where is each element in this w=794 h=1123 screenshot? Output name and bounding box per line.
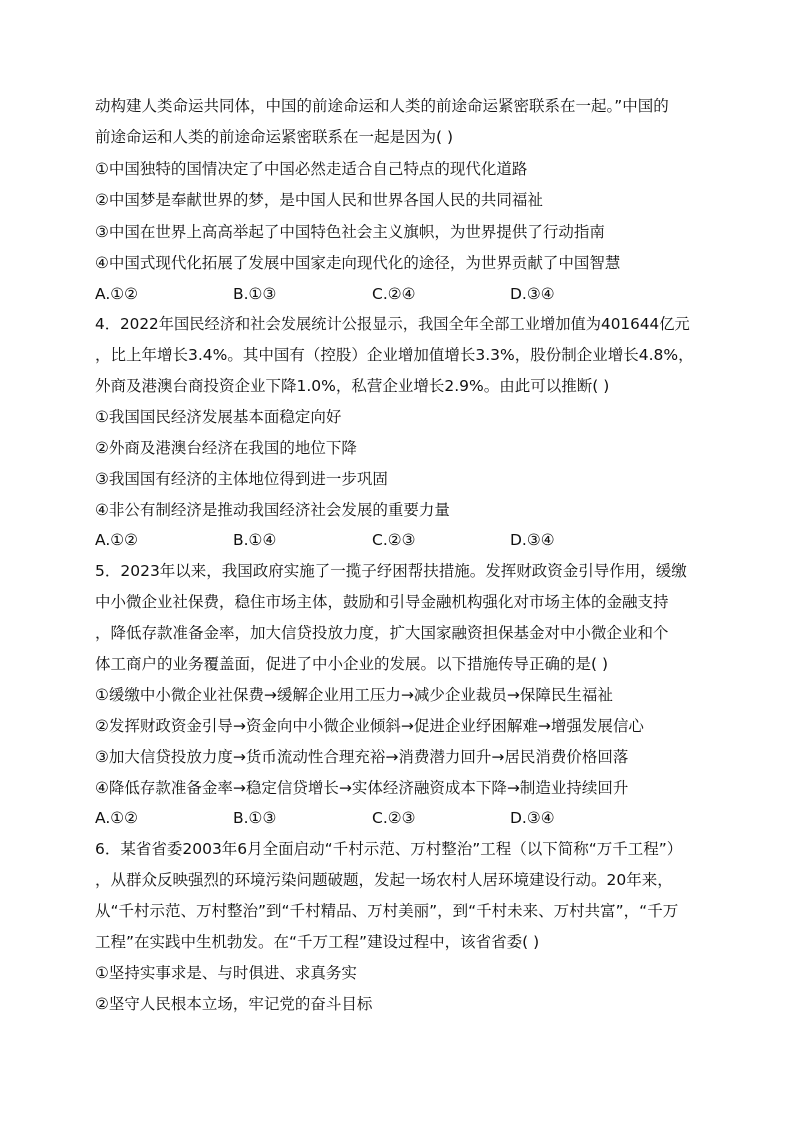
q6-item-2: ②坚守人民根本立场，牢记党的奋斗目标	[95, 995, 373, 1013]
q4-item-3: ③我国国有经济的主体地位得到进一步巩固	[95, 470, 388, 488]
q5-item-1: ①缓缴中小微企业社保费→缓解企业用工压力→减少企业裁员→保障民生福祉	[95, 686, 613, 704]
q5-option-a[interactable]: A.①②	[95, 809, 139, 827]
q3-item-4: ④中国式现代化拓展了发展中国家走向现代化的途径，为世界贡献了中国智慧	[95, 254, 621, 272]
q5-option-b[interactable]: B.①③	[233, 809, 277, 827]
q5-stem-line-2: 中小微企业社保费，稳住市场主体，鼓励和引导金融机构强化对市场主体的金融支持	[95, 593, 669, 611]
q5-options	[95, 808, 615, 828]
q3-stem-line-2: 前途命运和人类的前途命运紧密联系在一起是因为( )	[95, 128, 454, 146]
q6-stem-line-3: 从“千村示范、万村整治”到“千村精品、万村美丽”，到“千村未来、万村共富”，“千万	[95, 902, 679, 920]
q4-option-b[interactable]: B.①④	[233, 531, 277, 549]
q4-item-4: ④非公有制经济是推动我国经济社会发展的重要力量	[95, 501, 450, 519]
q3-option-b[interactable]: B.①③	[233, 285, 277, 303]
q4-options	[95, 530, 615, 550]
q4-stem-line-1: 4．2022年国民经济和社会发展统计公报显示，我国全年全部工业增加值为401644亿元	[95, 315, 690, 333]
q4-option-c[interactable]: C.②③	[372, 531, 416, 549]
q3-option-c[interactable]: C.②④	[372, 285, 416, 303]
q6-item-1: ①坚持实事求是、与时俱进、求真务实	[95, 964, 357, 982]
q4-option-a[interactable]: A.①②	[95, 531, 139, 549]
q4-option-d[interactable]: D.③④	[510, 531, 555, 549]
q5-stem-line-4: 体工商户的业务覆盖面，促进了中小企业的发展。以下措施传导正确的是( )	[95, 655, 609, 673]
q5-item-2: ②发挥财政资金引导→资金向中小微企业倾斜→促进企业纾困解难→增强发展信心	[95, 717, 644, 735]
q3-stem-line-1: 动构建人类命运共同体，中国的前途命运和人类的前途命运紧密联系在一起。”中国的	[95, 97, 669, 115]
q3-item-1: ①中国独特的国情决定了中国必然走适合自己特点的现代化道路	[95, 160, 528, 178]
q6-stem-line-4: 工程”在实践中生机勃发。在“千万工程”建设过程中，该省省委( )	[95, 933, 540, 951]
q5-item-4: ④降低存款准备金率→稳定信贷增长→实体经济融资成本下降→制造业持续回升	[95, 779, 629, 797]
q3-item-3: ③中国在世界上高高举起了中国特色社会主义旗帜，为世界提供了行动指南	[95, 223, 605, 241]
q4-item-2: ②外商及港澳台经济在我国的地位下降	[95, 439, 357, 457]
q5-option-d[interactable]: D.③④	[510, 809, 555, 827]
q6-stem-line-1: 6．某省省委2003年6月全面启动“千村示范、万村整治”工程（以下简称“万千工程”）	[95, 840, 683, 858]
q5-stem-line-1: 5．2023年以来，我国政府实施了一揽子纾困帮扶措施。发挥财政资金引导作用，缓缴	[95, 562, 687, 580]
q3-item-2: ②中国梦是奉献世界的梦，是中国人民和世界各国人民的共同福祉	[95, 191, 543, 209]
q4-stem-line-3: 外商及港澳台商投资企业下降1.0%，私营企业增长2.9%。由此可以推断( )	[95, 377, 610, 395]
q5-option-c[interactable]: C.②③	[372, 809, 416, 827]
q4-item-1: ①我国国民经济发展基本面稳定向好	[95, 408, 342, 426]
q3-options	[95, 284, 615, 304]
q6-stem-line-2: ，从群众反映强烈的环境污染问题破题，发起一场农村人居环境建设行动。20年来，	[95, 871, 673, 889]
q3-option-a[interactable]: A.①②	[95, 285, 139, 303]
q5-item-3: ③加大信贷投放力度→货币流动性合理充裕→消费潜力回升→居民消费价格回落	[95, 748, 629, 766]
q5-stem-line-3: ，降低存款准备金率，加大信贷投放力度，扩大国家融资担保基金对中小微企业和个	[95, 624, 669, 642]
q3-option-d[interactable]: D.③④	[510, 285, 555, 303]
q4-stem-line-2: ，比上年增长3.4%。其中国有（控股）企业增加值增长3.3%，股份制企业增长4.8%，	[95, 346, 694, 364]
